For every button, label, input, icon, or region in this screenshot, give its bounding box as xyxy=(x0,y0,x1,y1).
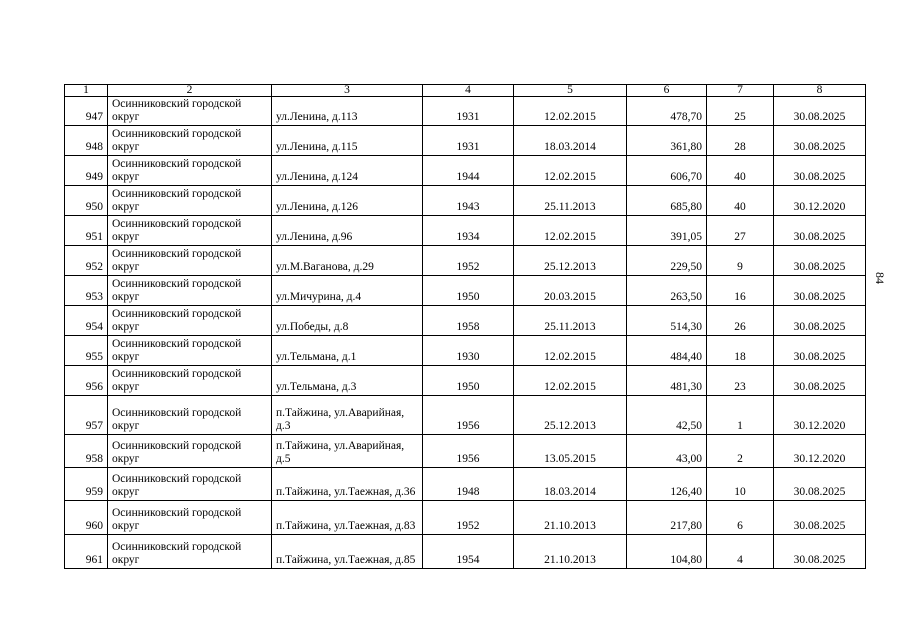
cell-number: 948 xyxy=(65,126,108,156)
cell-year: 1952 xyxy=(423,501,514,535)
col-header: 6 xyxy=(627,85,707,97)
cell-number: 952 xyxy=(65,246,108,276)
table-row xyxy=(65,306,866,336)
cell-address: п.Тайжина, ул.Таежная, д.36 xyxy=(272,468,423,501)
cell-count: 4 xyxy=(707,535,774,569)
cell-number: 947 xyxy=(65,97,108,126)
cell-count: 9 xyxy=(707,246,774,276)
cell-address: п.Тайжина, ул.Таежная, д.83 xyxy=(272,501,423,535)
cell-count: 26 xyxy=(707,306,774,336)
cell-date: 13.05.2015 xyxy=(514,435,627,468)
cell-deadline: 30.08.2025 xyxy=(774,501,866,535)
cell-address: ул.М.Ваганова, д.29 xyxy=(272,246,423,276)
cell-deadline: 30.12.2020 xyxy=(774,435,866,468)
cell-year: 1948 xyxy=(423,468,514,501)
header-row xyxy=(65,85,866,97)
cell-year: 1958 xyxy=(423,306,514,336)
cell-municipality: Осинниковский городской округ xyxy=(108,366,272,396)
cell-number: 956 xyxy=(65,366,108,396)
cell-year: 1956 xyxy=(423,435,514,468)
cell-deadline: 30.08.2025 xyxy=(774,97,866,126)
cell-deadline: 30.08.2025 xyxy=(774,216,866,246)
cell-area: 514,30 xyxy=(627,306,707,336)
cell-number: 949 xyxy=(65,156,108,186)
cell-date: 12.02.2015 xyxy=(514,156,627,186)
cell-count: 10 xyxy=(707,468,774,501)
cell-year: 1930 xyxy=(423,336,514,366)
cell-year: 1944 xyxy=(423,156,514,186)
cell-municipality: Осинниковский городской округ xyxy=(108,276,272,306)
cell-count: 27 xyxy=(707,216,774,246)
table-row xyxy=(65,276,866,306)
cell-deadline: 30.08.2025 xyxy=(774,306,866,336)
cell-year: 1956 xyxy=(423,396,514,435)
cell-area: 481,30 xyxy=(627,366,707,396)
cell-date: 18.03.2014 xyxy=(514,126,627,156)
cell-address: ул.Ленина, д.124 xyxy=(272,156,423,186)
cell-deadline: 30.12.2020 xyxy=(774,186,866,216)
cell-deadline: 30.08.2025 xyxy=(774,246,866,276)
cell-area: 478,70 xyxy=(627,97,707,126)
cell-address: ул.Ленина, д.126 xyxy=(272,186,423,216)
cell-year: 1931 xyxy=(423,97,514,126)
cell-address: ул.Ленина, д.115 xyxy=(272,126,423,156)
table-row xyxy=(65,216,866,246)
cell-municipality: Осинниковский городской округ xyxy=(108,468,272,501)
cell-count: 40 xyxy=(707,156,774,186)
cell-address: п.Тайжина, ул.Аварийная, д.3 xyxy=(272,396,423,435)
cell-number: 953 xyxy=(65,276,108,306)
cell-deadline: 30.08.2025 xyxy=(774,535,866,569)
col-header: 2 xyxy=(108,85,272,97)
col-header: 8 xyxy=(774,85,866,97)
table-row xyxy=(65,156,866,186)
cell-date: 12.02.2015 xyxy=(514,216,627,246)
cell-number: 959 xyxy=(65,468,108,501)
cell-address: п.Тайжина, ул.Аварийная, д.5 xyxy=(272,435,423,468)
table-row xyxy=(65,435,866,468)
cell-municipality: Осинниковский городской округ xyxy=(108,306,272,336)
cell-deadline: 30.08.2025 xyxy=(774,276,866,306)
cell-date: 25.11.2013 xyxy=(514,306,627,336)
cell-year: 1950 xyxy=(423,366,514,396)
cell-deadline: 30.08.2025 xyxy=(774,336,866,366)
cell-address: ул.Мичурина, д.4 xyxy=(272,276,423,306)
cell-count: 40 xyxy=(707,186,774,216)
cell-area: 104,80 xyxy=(627,535,707,569)
cell-address: ул.Ленина, д.113 xyxy=(272,97,423,126)
cell-count: 25 xyxy=(707,97,774,126)
col-header: 7 xyxy=(707,85,774,97)
cell-date: 12.02.2015 xyxy=(514,97,627,126)
cell-area: 484,40 xyxy=(627,336,707,366)
cell-date: 12.02.2015 xyxy=(514,336,627,366)
table-row xyxy=(65,186,866,216)
cell-number: 960 xyxy=(65,501,108,535)
cell-area: 126,40 xyxy=(627,468,707,501)
cell-number: 954 xyxy=(65,306,108,336)
col-header: 5 xyxy=(514,85,627,97)
table-row xyxy=(65,246,866,276)
cell-area: 685,80 xyxy=(627,186,707,216)
cell-date: 25.11.2013 xyxy=(514,186,627,216)
cell-date: 21.10.2013 xyxy=(514,535,627,569)
cell-count: 1 xyxy=(707,396,774,435)
cell-municipality: Осинниковский городской округ xyxy=(108,535,272,569)
cell-number: 951 xyxy=(65,216,108,246)
cell-municipality: Осинниковский городской округ xyxy=(108,336,272,366)
col-header: 4 xyxy=(423,85,514,97)
cell-count: 28 xyxy=(707,126,774,156)
cell-municipality: Осинниковский городской округ xyxy=(108,396,272,435)
cell-municipality: Осинниковский городской округ xyxy=(108,216,272,246)
cell-date: 21.10.2013 xyxy=(514,501,627,535)
cell-date: 25.12.2013 xyxy=(514,246,627,276)
cell-area: 263,50 xyxy=(627,276,707,306)
col-header: 3 xyxy=(272,85,423,97)
cell-number: 955 xyxy=(65,336,108,366)
table-row xyxy=(65,366,866,396)
table-row xyxy=(65,396,866,435)
cell-year: 1931 xyxy=(423,126,514,156)
table-row xyxy=(65,126,866,156)
cell-year: 1952 xyxy=(423,246,514,276)
cell-municipality: Осинниковский городской округ xyxy=(108,435,272,468)
page-number: 84 xyxy=(873,272,888,284)
cell-address: ул.Ленина, д.96 xyxy=(272,216,423,246)
cell-deadline: 30.08.2025 xyxy=(774,468,866,501)
cell-municipality: Осинниковский городской округ xyxy=(108,246,272,276)
cell-area: 217,80 xyxy=(627,501,707,535)
cell-municipality: Осинниковский городской округ xyxy=(108,186,272,216)
cell-number: 957 xyxy=(65,396,108,435)
cell-year: 1950 xyxy=(423,276,514,306)
cell-deadline: 30.08.2025 xyxy=(774,156,866,186)
cell-deadline: 30.12.2020 xyxy=(774,396,866,435)
cell-count: 2 xyxy=(707,435,774,468)
cell-area: 361,80 xyxy=(627,126,707,156)
table-row xyxy=(65,468,866,501)
table-row xyxy=(65,97,866,126)
cell-area: 606,70 xyxy=(627,156,707,186)
table-row xyxy=(65,535,866,569)
col-header: 1 xyxy=(65,85,108,97)
cell-date: 18.03.2014 xyxy=(514,468,627,501)
cell-address: ул.Тельмана, д.3 xyxy=(272,366,423,396)
cell-municipality: Осинниковский городской округ xyxy=(108,126,272,156)
cell-date: 20.03.2015 xyxy=(514,276,627,306)
cell-number: 950 xyxy=(65,186,108,216)
cell-area: 391,05 xyxy=(627,216,707,246)
cell-count: 16 xyxy=(707,276,774,306)
cell-date: 25.12.2013 xyxy=(514,396,627,435)
cell-area: 42,50 xyxy=(627,396,707,435)
cell-address: ул.Тельмана, д.1 xyxy=(272,336,423,366)
cell-number: 961 xyxy=(65,535,108,569)
cell-number: 958 xyxy=(65,435,108,468)
cell-municipality: Осинниковский городской округ xyxy=(108,97,272,126)
cell-address: ул.Победы, д.8 xyxy=(272,306,423,336)
cell-year: 1934 xyxy=(423,216,514,246)
cell-area: 43,00 xyxy=(627,435,707,468)
table-row xyxy=(65,501,866,535)
cell-count: 23 xyxy=(707,366,774,396)
cell-count: 18 xyxy=(707,336,774,366)
cell-date: 12.02.2015 xyxy=(514,366,627,396)
cell-deadline: 30.08.2025 xyxy=(774,366,866,396)
cell-municipality: Осинниковский городской округ xyxy=(108,501,272,535)
cell-year: 1943 xyxy=(423,186,514,216)
cell-year: 1954 xyxy=(423,535,514,569)
cell-area: 229,50 xyxy=(627,246,707,276)
cell-deadline: 30.08.2025 xyxy=(774,126,866,156)
cell-municipality: Осинниковский городской округ xyxy=(108,156,272,186)
register-table xyxy=(64,84,866,569)
cell-count: 6 xyxy=(707,501,774,535)
cell-address: п.Тайжина, ул.Таежная, д.85 xyxy=(272,535,423,569)
table-row xyxy=(65,336,866,366)
